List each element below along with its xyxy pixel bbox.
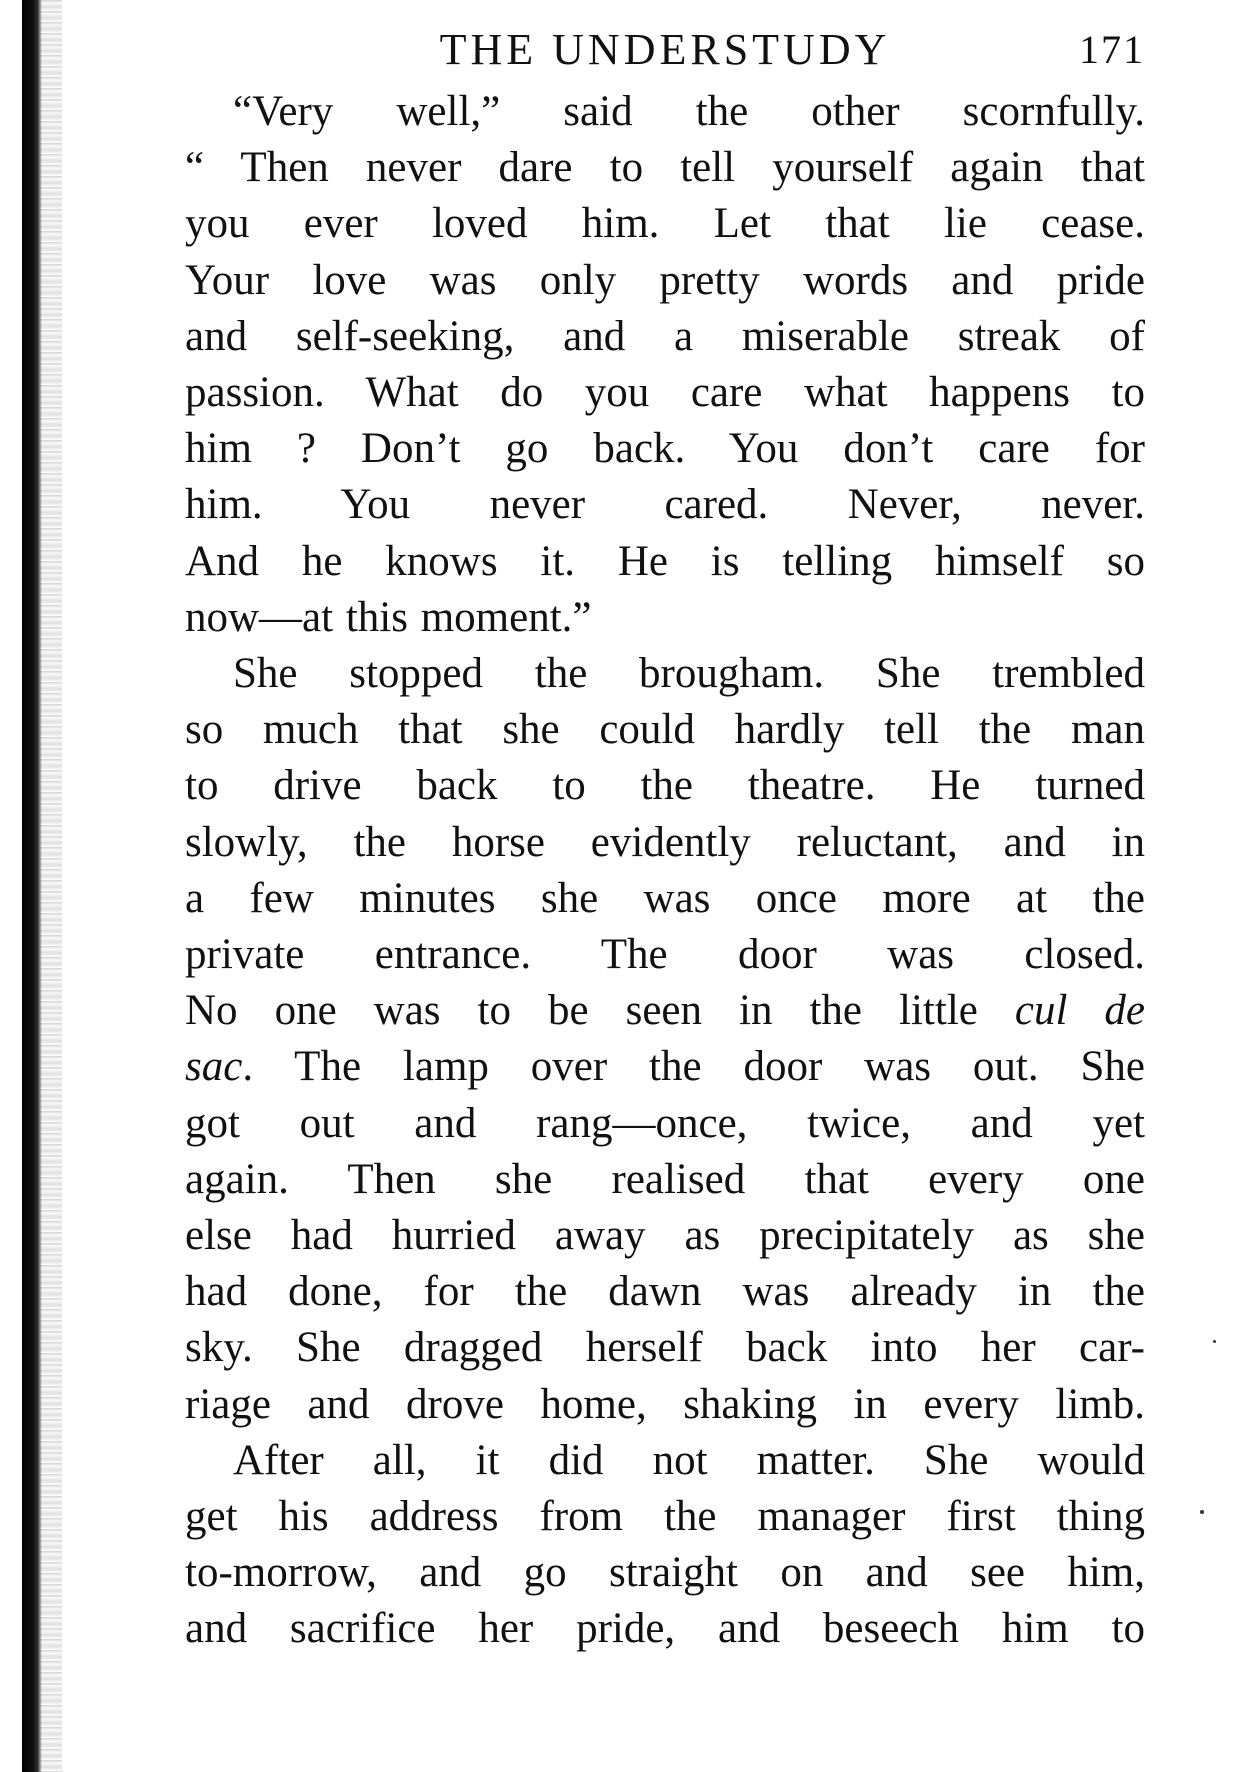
- text-line: slowly, the horse evidently reluctant, and in: [185, 818, 1145, 866]
- running-title: THE UNDERSTUDY: [439, 25, 891, 74]
- text-line: now—at this moment.”: [185, 593, 592, 641]
- paragraph-3: [185, 1433, 1145, 1658]
- text-line: sac. The lamp over the door was out. She: [185, 1043, 1145, 1091]
- paragraph-2: [185, 646, 1145, 1433]
- text-line: “ Then never dare to tell yourself again that: [185, 144, 1145, 192]
- text-line: had done, for the dawn was already in the: [185, 1268, 1145, 1316]
- text-line: sky. She dragged herself back into her car-: [185, 1324, 1145, 1372]
- text-line: him ? Don’t go back. You don’t care for: [185, 425, 1145, 473]
- text-line: “Very well,” said the other scornfully.: [233, 88, 1145, 135]
- text-line: again. Then she realised that every one: [185, 1155, 1145, 1203]
- text-line: private entrance. The door was closed.: [185, 931, 1145, 979]
- text-line: else had hurried away as precipitately as she: [185, 1212, 1145, 1260]
- text-line: She stopped the brougham. She trembled: [233, 650, 1145, 698]
- text-line: And he knows it. He is telling himself so: [185, 537, 1145, 585]
- text-line: get his address from the manager first thing: [185, 1493, 1145, 1541]
- text-line: No one was to be seen in the little cul de: [185, 987, 1145, 1035]
- text-line: so much that she could hardly tell the man: [185, 706, 1145, 754]
- text-line: passion. What do you care what happens to: [185, 369, 1145, 417]
- book-page: [185, 20, 1145, 1658]
- paragraph-1: [185, 84, 1145, 646]
- text-line: and self-seeking, and a miserable streak of: [185, 312, 1145, 360]
- page-number: 171: [1079, 27, 1145, 72]
- text-line: After all, it did not matter. She would: [233, 1436, 1145, 1484]
- text-line: to drive back to the theatre. He turned: [185, 762, 1145, 810]
- text-line: you ever loved him. Let that lie cease.: [185, 200, 1145, 248]
- text-line: him. You never cared. Never, never.: [185, 481, 1145, 529]
- running-header: [185, 20, 1145, 84]
- print-speck: [1200, 1510, 1204, 1514]
- print-speck: [1213, 1340, 1216, 1343]
- text-line: Your love was only pretty words and pride: [185, 256, 1145, 304]
- page-edge-texture: [40, 0, 62, 1772]
- text-line: to-morrow, and go straight on and see him,: [185, 1549, 1145, 1597]
- book-spine-shadow: [22, 0, 42, 1772]
- text-line: riage and drove home, shaking in every limb.: [185, 1380, 1145, 1428]
- text-line: a few minutes she was once more at the: [185, 874, 1145, 922]
- text-line: got out and rang—once, twice, and yet: [185, 1099, 1145, 1147]
- body-text: [185, 84, 1145, 1658]
- text-line: and sacrifice her pride, and beseech him to: [185, 1605, 1145, 1653]
